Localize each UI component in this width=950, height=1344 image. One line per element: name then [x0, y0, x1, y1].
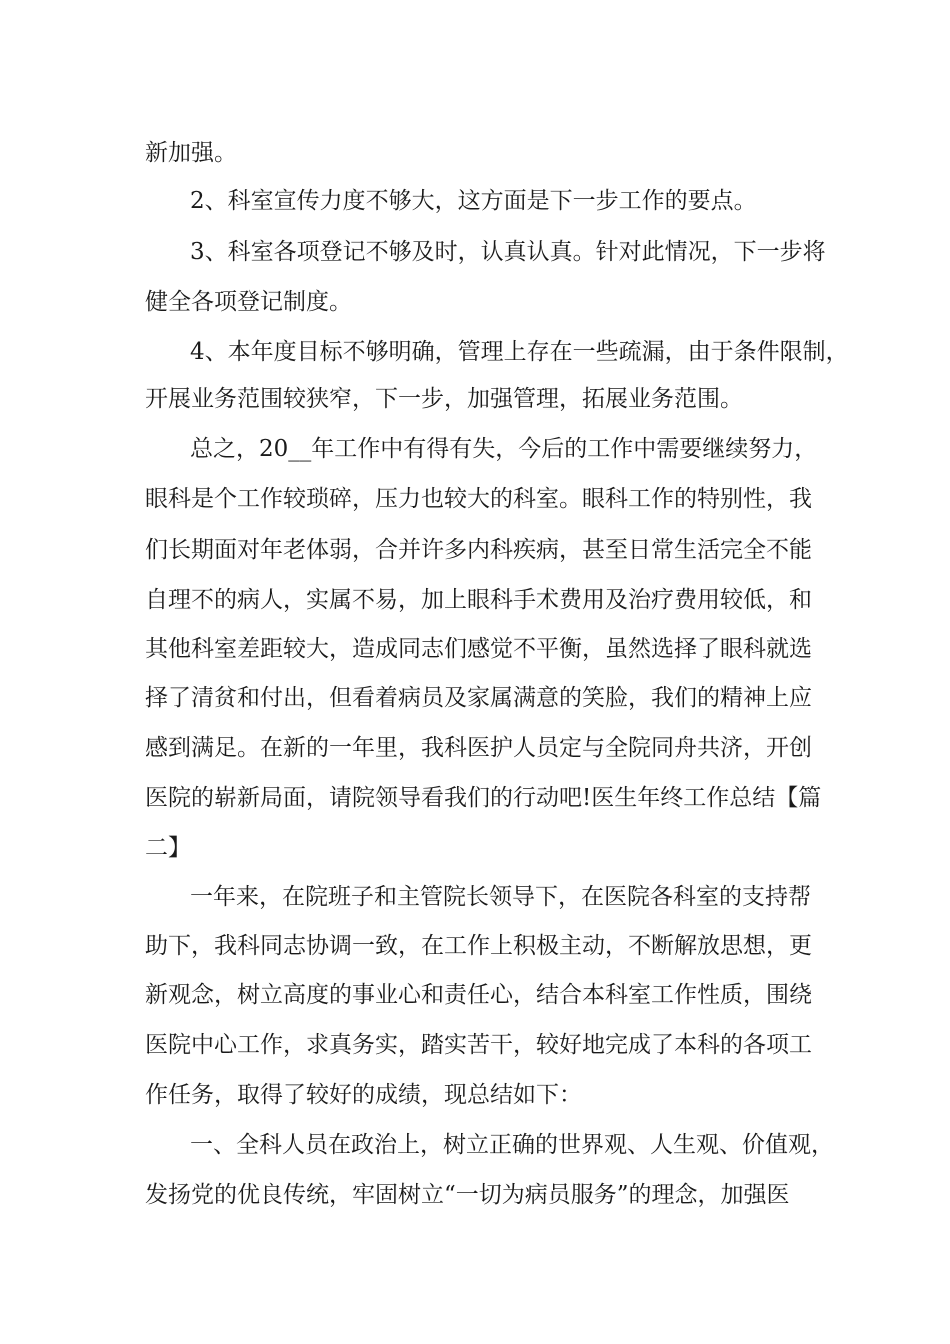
text-line: 二】 — [145, 835, 191, 861]
text-line: 作任务，取得了较好的成绩，现总结如下： — [145, 1082, 582, 1108]
text-line: 感到满足。在新的一年里，我科医护人员定与全院同舟共济，开创 — [145, 735, 812, 761]
text-line: 们长期面对年老体弱，合并许多内科疾病，甚至日常生活完全不能 — [145, 537, 812, 563]
text-line: 一年来，在院班子和主管院长领导下，在医院各科室的支持帮 — [190, 884, 811, 910]
text-line: 新加强。 — [145, 140, 237, 166]
text-line: 2、科室宣传力度不够大，这方面是下一步工作的要点。 — [190, 188, 757, 214]
text-line: 4、本年度目标不够明确，管理上存在一些疏漏，由于条件限制， — [190, 339, 849, 365]
text-line: 一、全科人员在政治上，树立正确的世界观、人生观、价值观， — [190, 1132, 834, 1158]
text-line: 医院的崭新局面，请院领导看我们的行动吧!医生年终工作总结【篇 — [145, 785, 822, 811]
text-line: 自理不的病人，实属不易，加上眼科手术费用及治疗费用较低，和 — [145, 587, 812, 613]
text-line: 择了清贫和付出，但看着病员及家属满意的笑脸，我们的精神上应 — [145, 685, 812, 711]
text-line: 医院中心工作，求真务实，踏实苦干，较好地完成了本科的各项工 — [145, 1032, 812, 1058]
text-line: 开展业务范围较狭窄，下一步，加强管理，拓展业务范围。 — [145, 386, 743, 412]
text-line: 总之，20__年工作中有得有失，今后的工作中需要继续努力， — [190, 436, 818, 462]
text-line: 其他科室差距较大，造成同志们感觉不平衡，虽然选择了眼科就选 — [145, 636, 812, 662]
text-line: 发扬党的优良传统，牢固树立“一切为病员服务”的理念，加强医 — [145, 1182, 790, 1208]
text-line: 3、科室各项登记不够及时，认真认真。针对此情况，下一步将 — [190, 239, 826, 265]
text-line: 健全各项登记制度。 — [145, 289, 352, 315]
text-line: 眼科是个工作较琐碎，压力也较大的科室。眼科工作的特别性，我 — [145, 486, 812, 512]
text-line: 新观念，树立高度的事业心和责任心，结合本科室工作性质，围绕 — [145, 982, 812, 1008]
text-line: 助下，我科同志协调一致，在工作上积极主动，不断解放思想，更 — [145, 933, 812, 959]
